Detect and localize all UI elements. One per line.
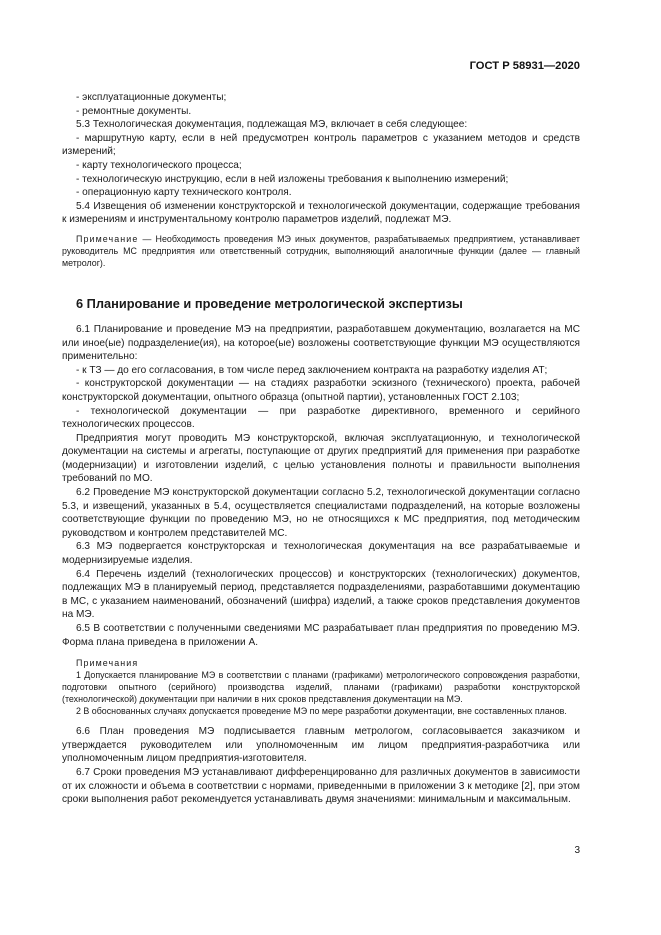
note-item: 2 В обоснованных случаях допускается проведение МЭ по мере разработки документации, вне составленных планов.	[76, 706, 567, 717]
clause-5-4: 5.4 Извещения об изменении конструкторской и технологической документации, содержащие требования к измерениям и инструментальному контролю параметров изделий, подлежат МЭ.	[62, 200, 580, 226]
clause-6-3: 6.3 МЭ подвергается конструкторская и технологическая документация на все разрабатываемые и модернизируемые изделия.	[62, 541, 580, 567]
note	[62, 233, 580, 269]
clause-6-1: 6.1 Планирование и проведение МЭ на предприятии, разработавшем документацию, возлагается на МС или иное(ые) подразделение(ия), на которое(ые) возложены соответствующие функции МЭ осуществляются применительно:	[62, 323, 580, 363]
section-title: 6 Планирование и проведение метрологической экспертизы	[76, 295, 463, 311]
note-label: Примечание	[76, 233, 139, 244]
document-id: ГОСТ Р 58931—2020	[469, 60, 580, 72]
paragraph: Предприятия могут проводить МЭ конструкторской, включая эксплуатационную, и технологической документации на системы и агрегаты, поступающие от других предприятий для применения при разработке (модернизации) и изготовлении изделий, с целью установления полноты и правильности выполнения требований по МО.	[62, 432, 580, 485]
note-text: — Необходимость проведения МЭ иных документов, разрабатываемых предприятием, устанавливает руководитель МС предприятия или ответственный сотрудник, выполняющий аналогичные функции (далее — главный метролог).	[62, 233, 580, 268]
list-item: - технологической документации — при разработке директивного, временного и серийного технологических процессов.	[62, 405, 580, 431]
list-item: - маршрутную карту, если в ней предусмотрен контроль параметров с указанием методов и средств измерений;	[62, 132, 580, 158]
page-number: 3	[574, 845, 580, 856]
notes-heading: Примечания	[76, 658, 139, 669]
clause-6-5: 6.5 В соответствии с полученными сведениями МС разрабатывает план предприятия по проведению МЭ. Форма плана приведена в приложении А.	[62, 623, 580, 648]
list-item: - к ТЗ — до его согласования, в том числе перед заключением контракта на разработку изделия АТ;	[76, 364, 548, 376]
clause-6-4: 6.4 Перечень изделий (технологических процессов) и конструкторских (технологических) документов, подлежащих МЭ в планируемый период, представляется подразделениями, разработавшими документацию в МС, с указанием наименований, обозначений (шифра) изделий, а также сроков представления документов на МЭ.	[62, 568, 580, 621]
page-body	[62, 91, 580, 807]
list-item: - ремонтные документы.	[76, 105, 192, 117]
list-item: - карту технологического процесса;	[76, 159, 242, 171]
list-item: - эксплуатационные документы;	[76, 92, 227, 103]
note-item: 1 Допускается планирование МЭ в соответствии с планами (графиками) метрологического сопровождения разработки, подготовки опытного (серийного) производства изделий, планами (графиками) разработки конструкторской (технологической) документации при наличии в них сроков представления документации на МЭ.	[62, 670, 580, 705]
clause-6-7: 6.7 Сроки проведения МЭ устанавливают дифференцированно для различных документов в зависимости от их сложности и объема в соответствии с нормами, приведенными в приложении 3 к методике [2], при этом сроки выполнения работ рекомендуется устанавливать двумя значениями: минимальным и максимальным.	[62, 766, 580, 806]
clause-6-2: 6.2 Проведение МЭ конструкторской документации согласно 5.2, технологической документации согласно 5.3, и извещений, указанных в 5.4, осуществляется специалистами подразделений, на которые возложены соответствующие функции по проведению МЭ, но не относящихся к МС предприятия, под методическим руководством и контролем представителей МС.	[62, 487, 580, 539]
clause-6-6: 6.6 План проведения МЭ подписывается главным метрологом, согласовывается заказчиком и утверждается руководителем или уполномоченным им лицом предприятия-разработчика или уполномоченным лицом предприятия-изготовителя.	[62, 726, 580, 765]
list-item: - технологическую инструкцию, если в ней изложены требования к выполнению измерений;	[76, 173, 509, 185]
list-item: - операционную карту технического контроля.	[76, 187, 292, 199]
list-item: - конструкторской документации — на стадиях разработки эскизного (технического) проекта, рабочей конструкторской документации, опытного образца (опытной партии), установленных ГОСТ 2.103;	[62, 378, 580, 403]
clause-5-3: 5.3 Технологическая документация, подлежащая МЭ, включает в себя следующее:	[76, 119, 468, 131]
